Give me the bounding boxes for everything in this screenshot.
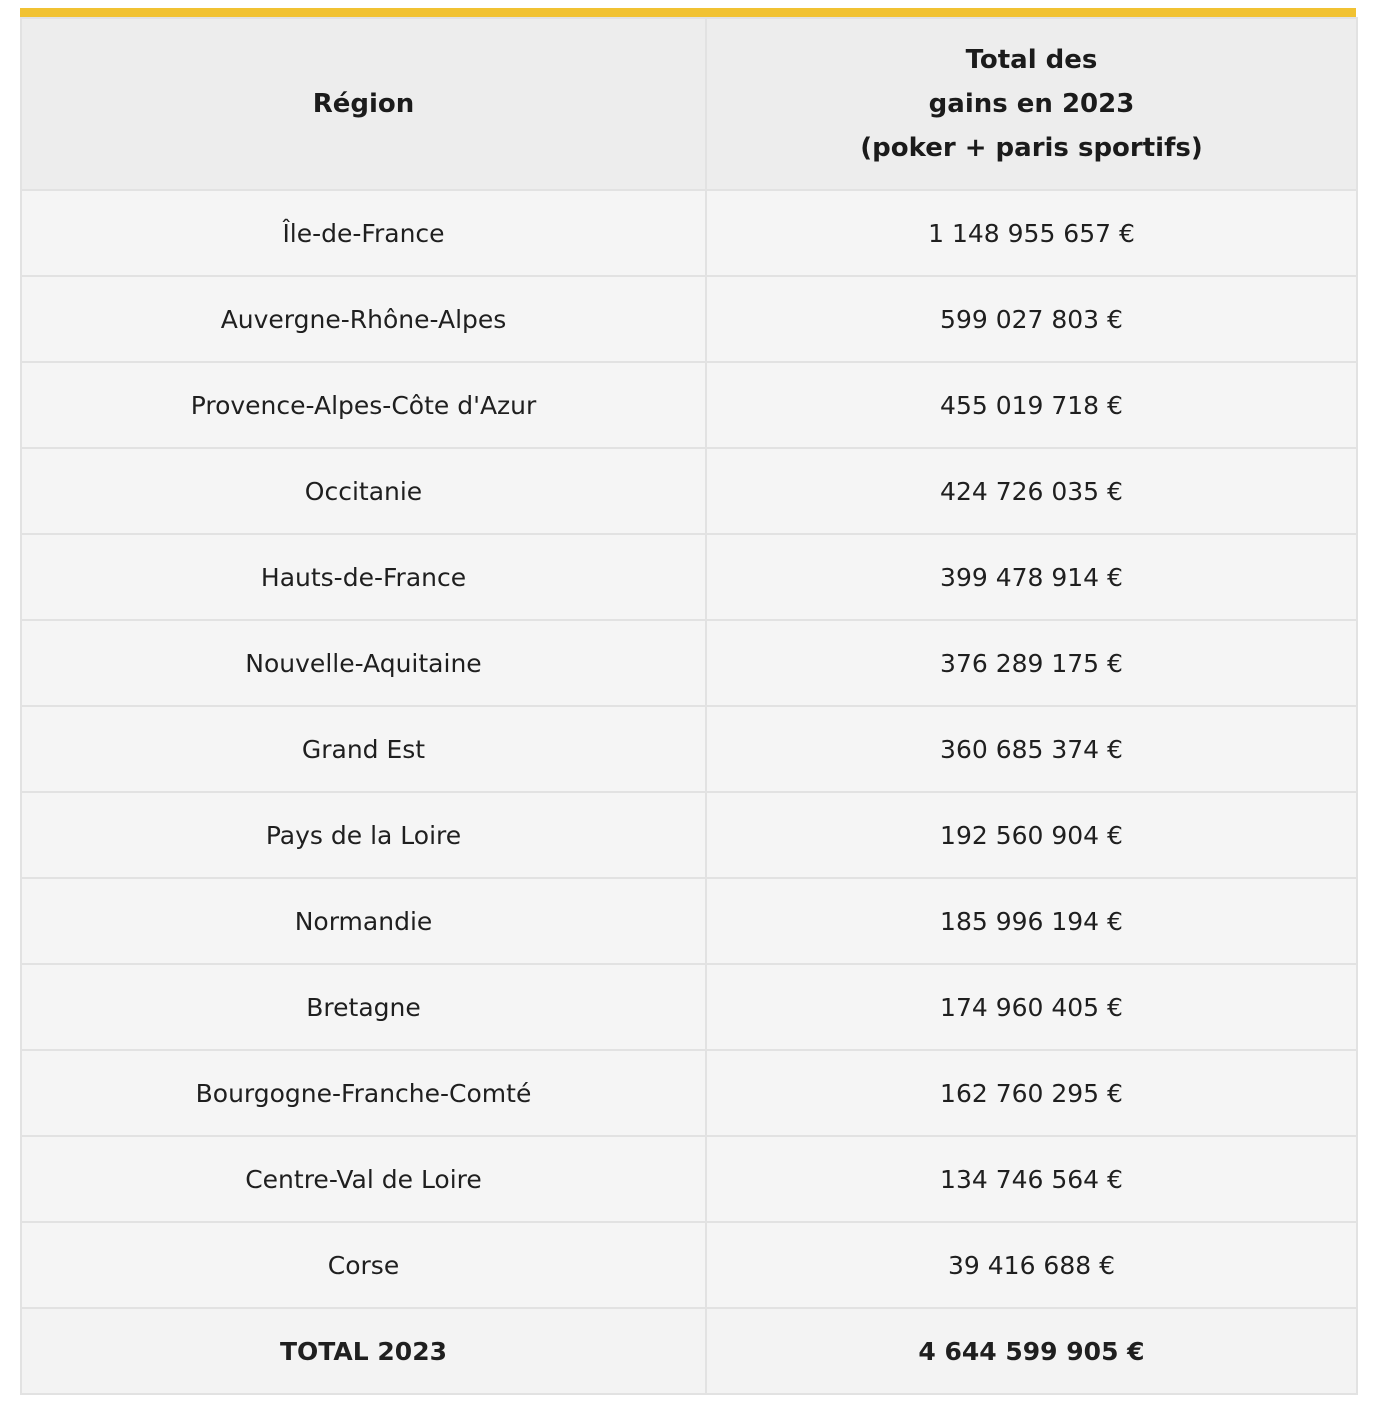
header-total-line-3: (poker + paris sportifs)	[860, 133, 1203, 163]
table-row	[21, 1136, 1357, 1222]
value-cell: 162 760 295 €	[706, 1050, 1357, 1136]
header-total-line-1: Total des	[965, 45, 1098, 75]
table-row	[21, 706, 1357, 792]
region-cell: Bretagne	[21, 964, 706, 1050]
value-cell: 424 726 035 €	[706, 448, 1357, 534]
value-cell: 360 685 374 €	[706, 706, 1357, 792]
header-total-line-2: gains en 2023	[928, 89, 1135, 119]
region-cell: Nouvelle-Aquitaine	[21, 620, 706, 706]
value-cell: 192 560 904 €	[706, 792, 1357, 878]
value-cell: 39 416 688 €	[706, 1222, 1357, 1308]
region-cell: Normandie	[21, 878, 706, 964]
value-cell: 134 746 564 €	[706, 1136, 1357, 1222]
table-row	[21, 362, 1357, 448]
region-cell: Grand Est	[21, 706, 706, 792]
table-row	[21, 620, 1357, 706]
total-row	[21, 1308, 1357, 1394]
value-cell: 174 960 405 €	[706, 964, 1357, 1050]
table-row	[21, 1222, 1357, 1308]
table-row	[21, 792, 1357, 878]
table-container	[20, 8, 1356, 1395]
value-cell: 455 019 718 €	[706, 362, 1357, 448]
header-total	[706, 18, 1357, 190]
value-cell: 376 289 175 €	[706, 620, 1357, 706]
regional-winnings-table	[20, 17, 1358, 1395]
value-cell: 185 996 194 €	[706, 878, 1357, 964]
table-row	[21, 878, 1357, 964]
value-cell: 399 478 914 €	[706, 534, 1357, 620]
accent-bar	[20, 8, 1356, 17]
total-value: 4 644 599 905 €	[706, 1308, 1357, 1394]
table-row	[21, 964, 1357, 1050]
region-cell: Provence-Alpes-Côte d'Azur	[21, 362, 706, 448]
table-row	[21, 448, 1357, 534]
header-region: Région	[21, 18, 706, 190]
region-cell: Bourgogne-Franche-Comté	[21, 1050, 706, 1136]
table-row	[21, 534, 1357, 620]
region-cell: Corse	[21, 1222, 706, 1308]
table-row	[21, 276, 1357, 362]
total-label: TOTAL 2023	[21, 1308, 706, 1394]
value-cell: 599 027 803 €	[706, 276, 1357, 362]
region-cell: Centre-Val de Loire	[21, 1136, 706, 1222]
header-row	[21, 18, 1357, 190]
region-cell: Hauts-de-France	[21, 534, 706, 620]
table-row	[21, 190, 1357, 276]
region-cell: Pays de la Loire	[21, 792, 706, 878]
region-cell: Occitanie	[21, 448, 706, 534]
table-row	[21, 1050, 1357, 1136]
value-cell: 1 148 955 657 €	[706, 190, 1357, 276]
region-cell: Auvergne-Rhône-Alpes	[21, 276, 706, 362]
region-cell: Île-de-France	[21, 190, 706, 276]
